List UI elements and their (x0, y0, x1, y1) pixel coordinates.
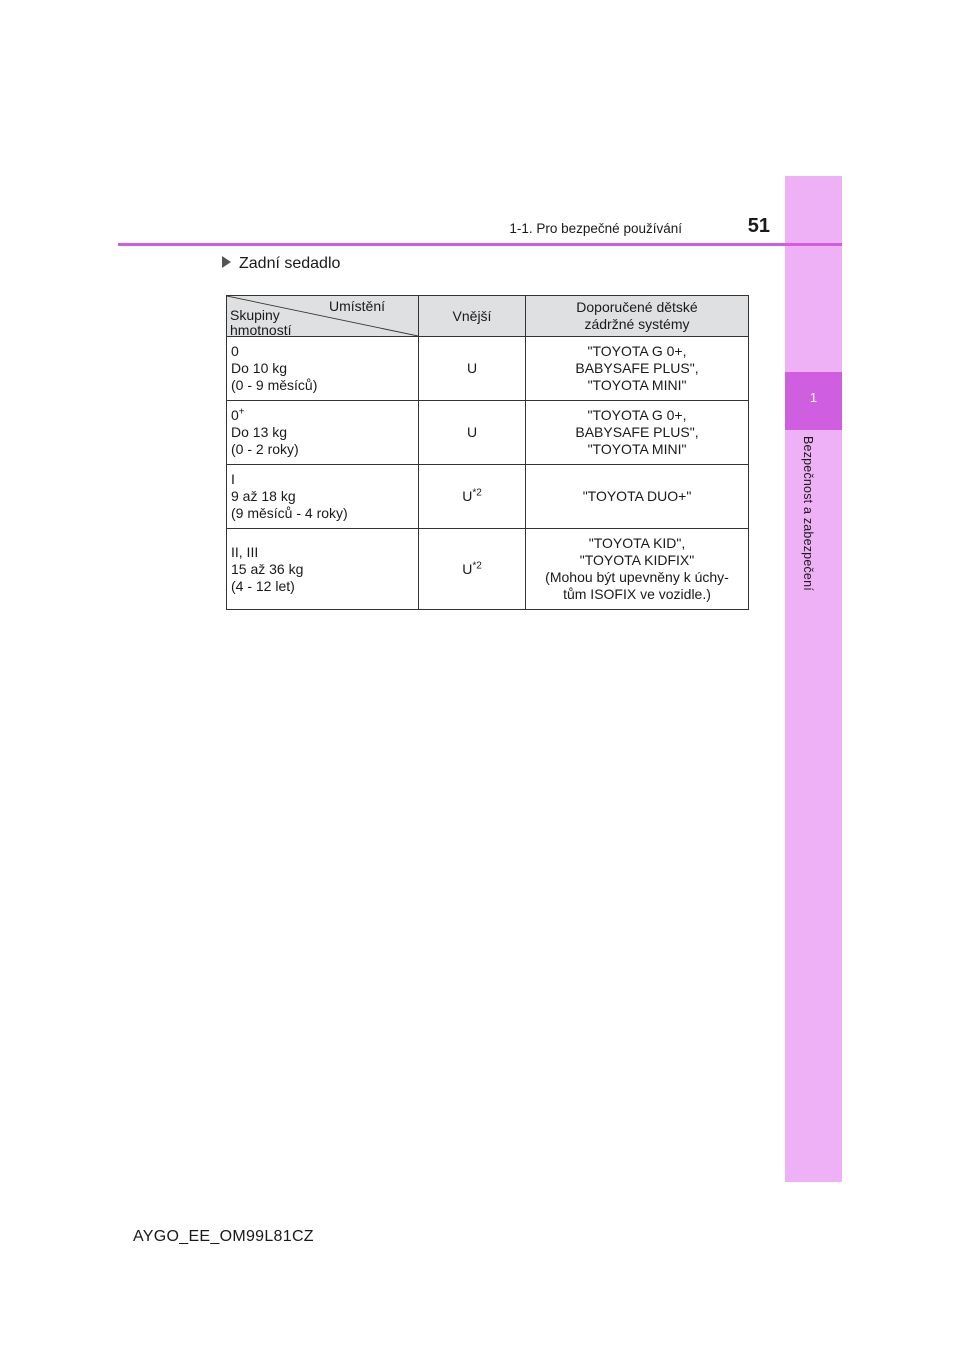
age-range: (0 - 9 měsíců) (231, 377, 318, 393)
table-row (227, 529, 749, 610)
system-line: "TOYOTA KID", (588, 535, 686, 551)
suitability-code: U (466, 424, 478, 440)
child-seat-table (226, 295, 749, 610)
header-recommended-systems-line2: zádržné systémy (584, 316, 690, 332)
chapter-number: 1 (809, 390, 818, 405)
suitability-code: U (462, 560, 473, 577)
table-row (227, 401, 749, 465)
table-row (227, 337, 749, 401)
system-line: "TOYOTA DUO+" (582, 488, 692, 504)
table-row (227, 465, 749, 529)
subheading-text: Zadní sedadlo (239, 255, 341, 272)
system-line: "TOYOTA G 0+, (587, 343, 687, 359)
system-line: (Mohou být upevněny k úchy- (545, 569, 729, 585)
seat-position-cell (419, 337, 526, 401)
weight-group-cell (227, 529, 419, 610)
system-line: tům ISOFIX ve vozidle.) (563, 586, 711, 602)
seat-position-cell (419, 401, 526, 465)
section-title: 1-1. Pro bezpečné používání (509, 221, 682, 236)
subheading (222, 255, 340, 273)
corner-header-groups-line2: hmotností (230, 322, 292, 338)
suitability-code: U (462, 488, 473, 504)
system-line: "TOYOTA G 0+, (587, 407, 687, 423)
corner-header-cell (227, 296, 419, 337)
weight-range: 9 až 18 kg (231, 488, 296, 504)
system-line: BABYSAFE PLUS", (575, 424, 699, 440)
weight-group-cell (227, 337, 419, 401)
group-label: I (231, 471, 235, 487)
corner-header-groups (230, 308, 291, 338)
header-outer-seat: Vnější (419, 296, 526, 337)
group-label: II, III (231, 543, 259, 560)
header-recommended-systems (526, 296, 749, 337)
suitability-code: U (466, 360, 478, 376)
weight-range: Do 13 kg (231, 424, 288, 440)
recommended-systems-cell (526, 337, 749, 401)
seat-position-cell (419, 529, 526, 610)
age-range: (0 - 2 roky) (231, 441, 299, 457)
suitability-footnote: *2 (472, 487, 482, 499)
weight-range: 15 až 36 kg (231, 560, 304, 577)
header-recommended-systems-line1: Doporučené dětské (576, 299, 698, 315)
system-line: BABYSAFE PLUS", (575, 360, 699, 376)
seat-position-cell (419, 465, 526, 529)
group-superscript: + (238, 406, 245, 418)
age-range: (9 měsíců - 4 roky) (231, 505, 348, 521)
system-line: "TOYOTA MINI" (587, 441, 687, 457)
triangle-bullet-icon (222, 256, 231, 268)
system-line: "TOYOTA MINI" (587, 377, 687, 393)
recommended-systems-cell (526, 465, 749, 529)
weight-group-cell (227, 401, 419, 465)
corner-header-groups-line1: Skupiny (230, 307, 280, 323)
chapter-side-tab (785, 176, 842, 1182)
weight-group-cell (227, 465, 419, 529)
chapter-title: Bezpečnost a zabezpečení (801, 436, 815, 591)
corner-header-placement: Umístění (329, 298, 386, 314)
age-range: (4 - 12 let) (231, 577, 295, 594)
group-label: 0 (231, 343, 239, 359)
group-label: 0 (231, 407, 239, 423)
header-divider (118, 243, 842, 246)
system-line: "TOYOTA KIDFIX" (579, 552, 695, 568)
document-code: AYGO_EE_OM99L81CZ (133, 1228, 314, 1245)
suitability-footnote: *2 (472, 559, 482, 571)
recommended-systems-cell (526, 401, 749, 465)
recommended-systems-cell (526, 529, 749, 610)
weight-range: Do 10 kg (231, 360, 288, 376)
page-number: 51 (747, 215, 770, 237)
table-header-row (227, 296, 749, 337)
